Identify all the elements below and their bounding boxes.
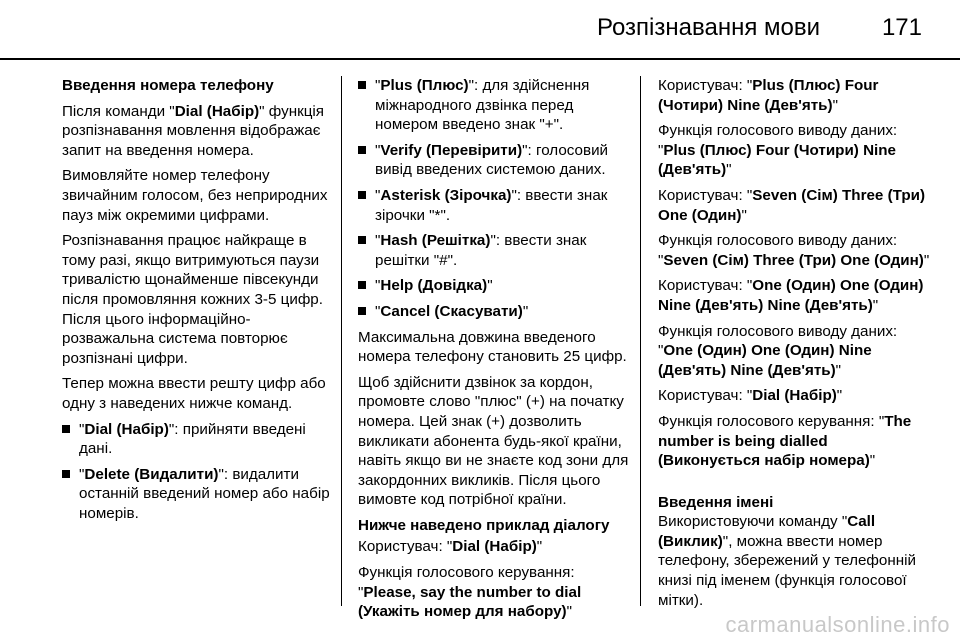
paragraph: Використовуючи команду "Call (Виклик)", можна ввести номер телефону, збережений у телефонній книзі під іменем (функція голосової мітки). bbox=[658, 513, 916, 609]
dialog-line: Користувач: "Dial (Набір)" bbox=[358, 538, 543, 556]
dialog-line: Користувач: "Dial (Набір)" bbox=[658, 387, 843, 405]
page-number: 171 bbox=[881, 14, 922, 41]
dialog-line: Функція голосового виводу даних: "Plus (Плюс) Four (Чотири) Nine (Дев'ять)" bbox=[658, 122, 898, 179]
column-divider-2 bbox=[640, 76, 641, 606]
bullet-icon bbox=[358, 307, 366, 315]
column-divider-1 bbox=[341, 76, 342, 606]
dialog-line: Функція голосового керування: "Please, say the number to dial (Укажіть номер для набору)" bbox=[358, 564, 582, 621]
list-item: "Help (Довідка)" bbox=[358, 276, 630, 296]
bullet-icon bbox=[62, 470, 70, 478]
dialog-line: Функція голосового виводу даних: "One (Один) One (Один) Nine (Дев'ять) Nine (Дев'ять)" bbox=[658, 322, 898, 379]
page-title: Розпізнавання мови bbox=[597, 14, 820, 41]
list-item: "Plus (Плюс)": для здійснення міжнародного дзвінка перед номером введено знак "+". bbox=[358, 76, 630, 135]
bullet-icon bbox=[358, 191, 366, 199]
list-item: "Dial (Набір)": прийняти введені дані. bbox=[62, 420, 330, 459]
dialog-line: Користувач: "Seven (Сім) Three (Три) One (Один)" bbox=[658, 186, 926, 224]
bullet-icon bbox=[358, 236, 366, 244]
paragraph: Після команди "Dial (Набір)" функція розпізнавання мовлення відображає запит на введення номера. bbox=[62, 102, 325, 159]
section-heading-name-entry: Введення імені bbox=[658, 493, 774, 511]
list-item: "Delete (Видалити)": видалити останній введений номер або набір номерів. bbox=[62, 465, 330, 524]
bullet-icon bbox=[358, 281, 366, 289]
column-2 bbox=[358, 76, 630, 628]
list-item: "Verify (Перевірити)": голосовий вивід введених системою даних. bbox=[358, 141, 630, 180]
paragraph: Розпізнавання працює найкраще в тому разі, якщо витримуються паузи тривалістю щонайменше півсекунди після промовляння кожних 3-5 цифр. Після цього інформаційно-розважальна система повторює розпізнані цифри. bbox=[62, 232, 323, 367]
watermark: carmanualsonline.info bbox=[725, 612, 950, 637]
dialog-line: Користувач: "One (Один) One (Один) Nine (Дев'ять) Nine (Дев'ять)" bbox=[658, 277, 924, 314]
column-1 bbox=[62, 76, 330, 529]
list-item: "Hash (Решітка)": ввести знак решітки "#". bbox=[358, 231, 630, 270]
section-heading-phone-number: Введення номера телефону bbox=[62, 77, 274, 94]
dialog-line: Користувач: "Plus (Плюс) Four (Чотири) Nine (Дев'ять)" bbox=[658, 77, 879, 114]
section-heading-dialog-example: Нижче наведено приклад діалогу bbox=[358, 516, 610, 534]
paragraph: Вимовляйте номер телефону звичайним голосом, без неприродних пауз між окремими цифрами. bbox=[62, 167, 328, 224]
header-rule bbox=[0, 58, 960, 60]
paragraph: Щоб здійснити дзвінок за кордон, промовте слово "плюс" (+) на початку номера. Цей знак (+) дозволить викликати абонента будь-якої країни, навіть якщо ви не знаєте код зони для закордонних викликів. Після цього вимовте код потрібної країни. bbox=[358, 373, 629, 509]
column-3 bbox=[658, 76, 930, 616]
bullet-icon bbox=[62, 425, 70, 433]
list-item: "Asterisk (Зірочка)": ввести знак зірочки "*". bbox=[358, 186, 630, 225]
paragraph: Максимальна довжина введеного номера телефону становить 25 цифр. bbox=[358, 328, 627, 366]
dialog-line: Функція голосового виводу даних: "Seven (Сім) Three (Три) One (Один)" bbox=[658, 232, 930, 269]
bullet-icon bbox=[358, 146, 366, 154]
list-item: "Cancel (Скасувати)" bbox=[358, 302, 630, 322]
paragraph: Тепер можна ввести решту цифр або одну з наведених нижче команд. bbox=[62, 375, 326, 412]
bullet-icon bbox=[358, 81, 366, 89]
dialog-line: Функція голосового керування: "The number is being dialled (Виконується набір номера)" bbox=[658, 412, 912, 470]
